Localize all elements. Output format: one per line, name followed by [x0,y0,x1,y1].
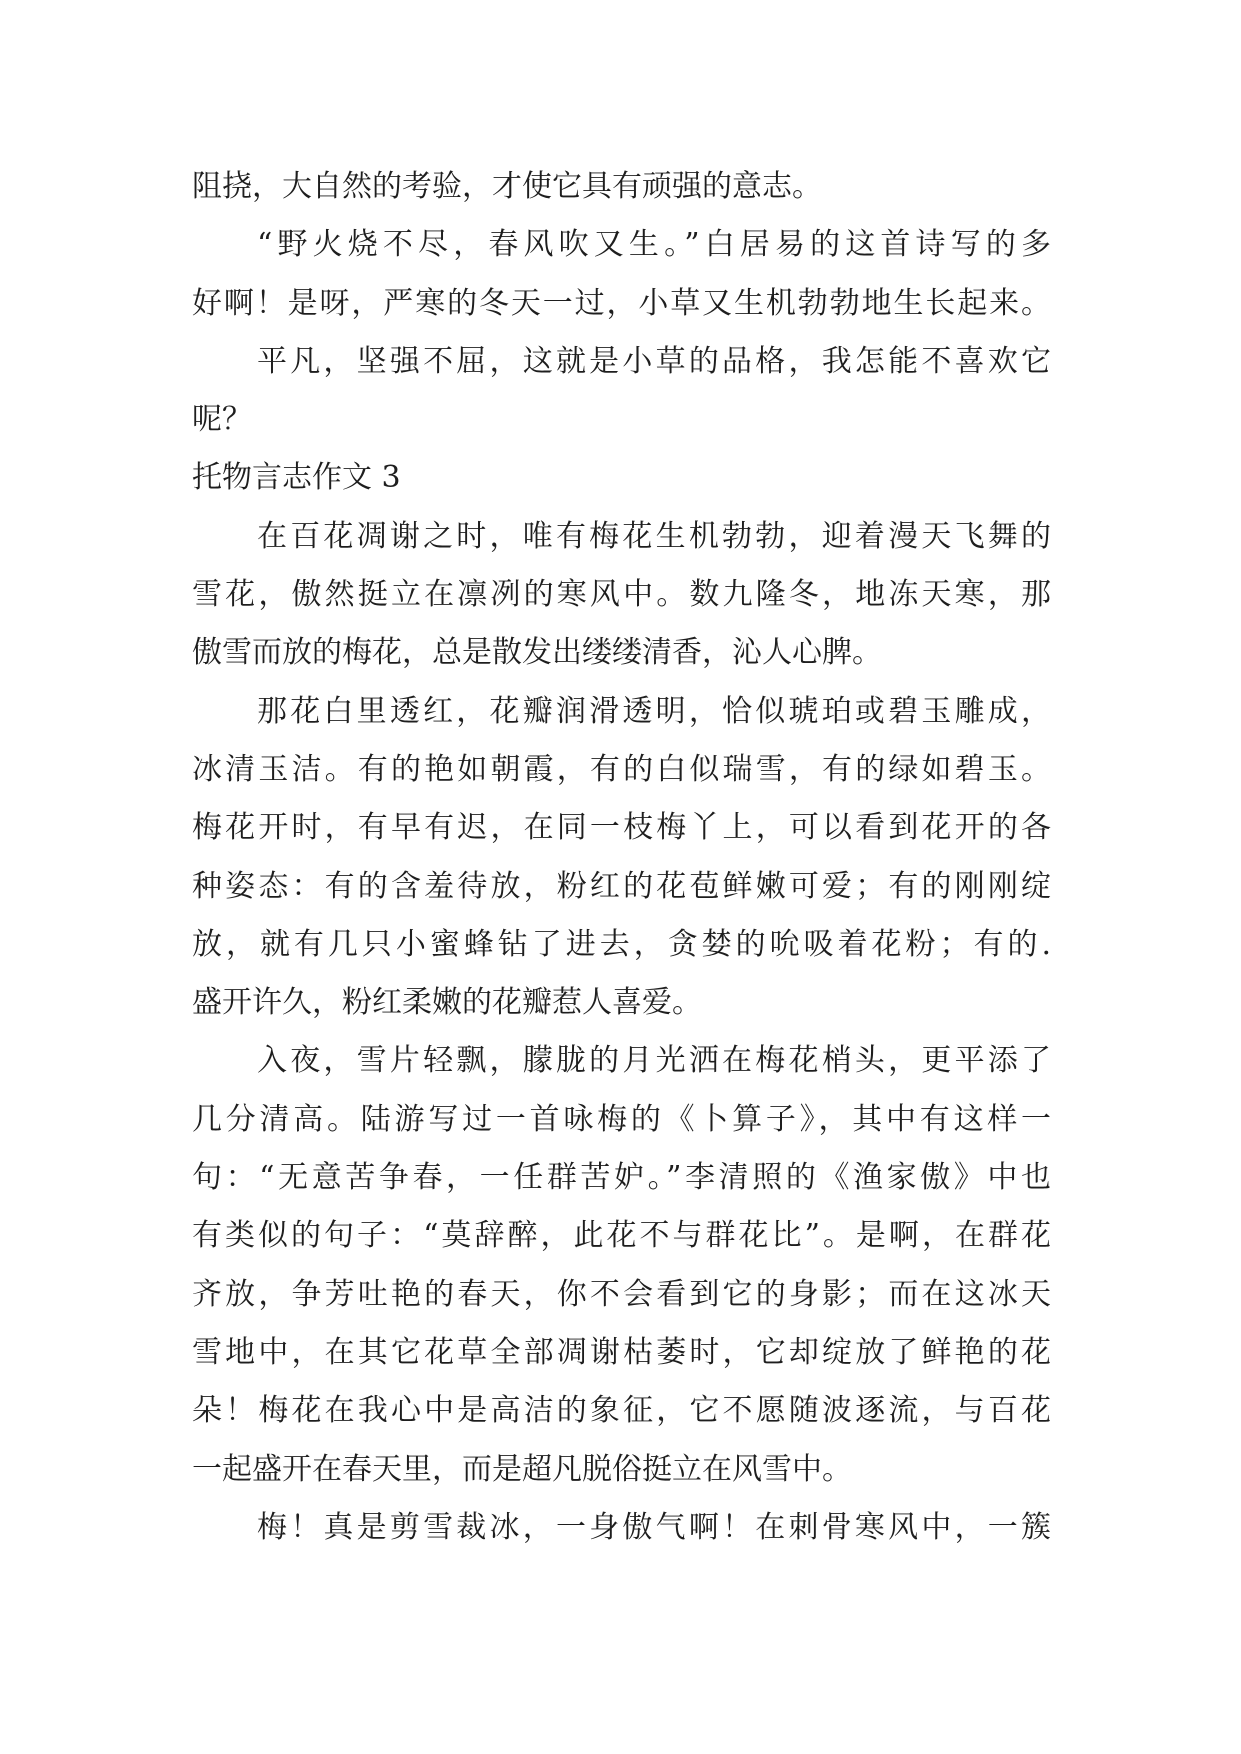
paragraph-line: 好啊！是呀，严寒的冬天一过，小草又生机勃勃地生长起来。 [192,285,1051,321]
paragraph-line: 梅！真是剪雪裁冰，一身傲气啊！在刺骨寒风中，一簇 [257,1509,1051,1545]
paragraph-line: 入夜，雪片轻飘，朦胧的月光洒在梅花梢头，更平添了 [257,1043,1051,1079]
paragraph-line: 朵！梅花在我心中是高洁的象征，它不愿随波逐流，与百花 [192,1393,1051,1429]
paragraph-line: 一起盛开在春天里，而是超凡脱俗挺立在风雪中。 [192,1451,852,1487]
paragraph-line: 呢？ [192,402,252,438]
paragraph-line: 有类似的句子：“莫辞醉，此花不与群花比”。是啊，在群花 [192,1218,1051,1254]
paragraph-line: 在百花凋谢之时，唯有梅花生机勃勃，迎着漫天飞舞的 [257,518,1051,554]
paragraph-line: 雪地中，在其它花草全部凋谢枯萎时，它却绽放了鲜艳的花 [192,1334,1051,1370]
paragraph-line: 阻挠，大自然的考验，才使它具有顽强的意志。 [192,169,822,204]
paragraph-line: 几分清高。陆游写过一首咏梅的《卜算子》，其中有这样一 [192,1101,1051,1137]
paragraph-line: 句：“无意苦争春，一任群苦妒。”李清照的《渔家傲》中也 [192,1160,1051,1196]
document-body [192,158,1051,1557]
paragraph-line: 傲雪而放的梅花，总是散发出缕缕清香，沁人心脾。 [192,635,882,671]
paragraph-line: 梅花开时，有早有迟，在同一枝梅丫上，可以看到花开的各 [192,810,1051,846]
paragraph-line: 盛开许久，粉红柔嫩的花瓣惹人喜爱。 [192,985,702,1021]
paragraph-line: “野火烧不尽，春风吹又生。”白居易的这首诗写的多 [257,227,1051,263]
paragraph-line: 平凡，坚强不屈，这就是小草的品格，我怎能不喜欢它 [257,343,1051,379]
paragraph-line: 雪花，傲然挺立在凛冽的寒风中。数九隆冬，地冻天寒，那 [192,577,1051,613]
paragraph-line: 那花白里透红，花瓣润滑透明，恰似琥珀或碧玉雕成， [257,693,1051,729]
paragraph-line: 冰清玉洁。有的艳如朝霞，有的白似瑞雪，有的绿如碧玉。 [192,751,1051,787]
paragraph-line: 放，就有几只小蜜蜂钻了进去，贪婪的吮吸着花粉；有的. [192,926,1051,962]
section-heading: 托物言志作文 3 [192,460,401,496]
paragraph-line: 种姿态：有的含羞待放，粉红的花苞鲜嫩可爱；有的刚刚绽 [192,868,1051,904]
paragraph-line: 齐放，争芳吐艳的春天，你不会看到它的身影；而在这冰天 [192,1276,1051,1312]
